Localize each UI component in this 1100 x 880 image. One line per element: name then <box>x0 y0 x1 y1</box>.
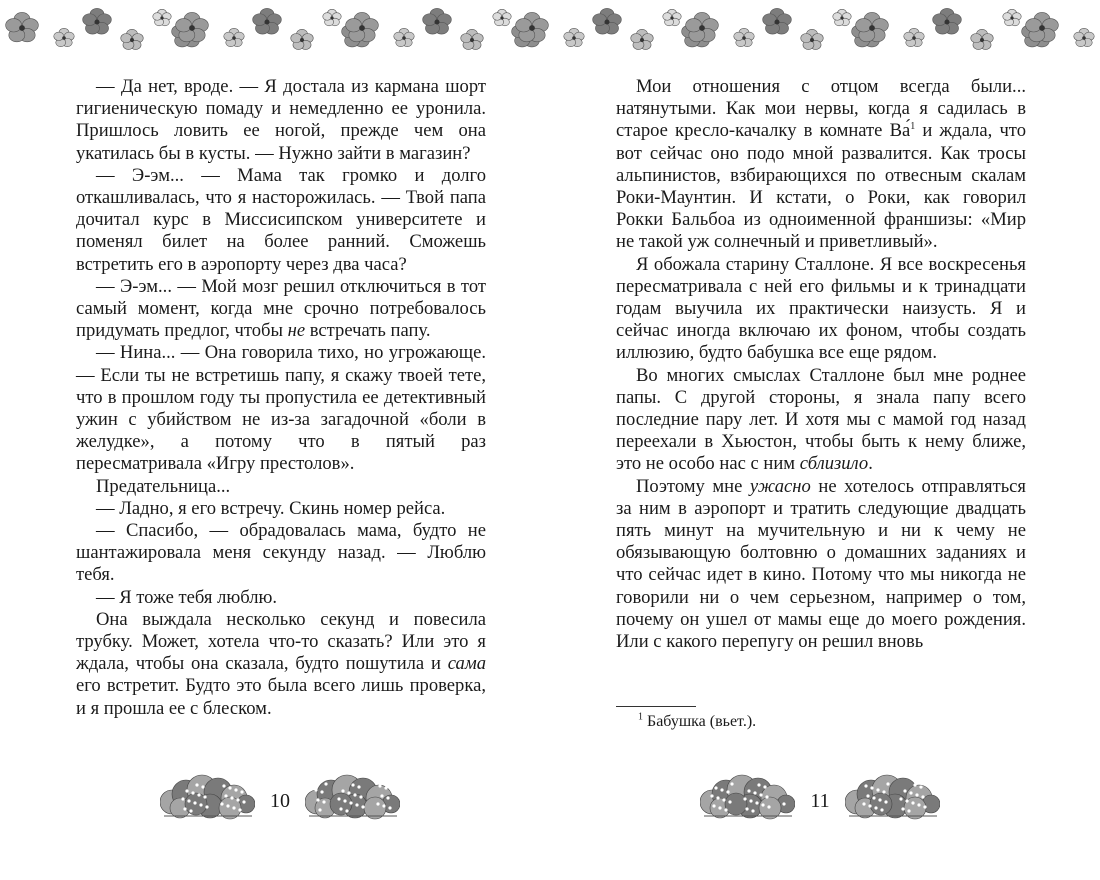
flower-icon <box>564 28 584 46</box>
shrub-ornament-icon <box>845 770 940 820</box>
flower-icon <box>1074 28 1094 46</box>
flower-icon <box>291 29 314 49</box>
flower-icon <box>83 8 112 34</box>
flower-icon <box>253 8 282 34</box>
flower-icon <box>224 28 244 46</box>
shrub-ornament-icon <box>160 770 255 820</box>
flower-icon <box>461 29 484 49</box>
flower-icon <box>323 9 341 26</box>
emphasis: сблизило <box>799 453 869 475</box>
flower-icon <box>734 28 754 46</box>
flower-icon <box>631 29 654 49</box>
footnote <box>638 712 756 732</box>
footnote-marker: 1 <box>638 711 643 723</box>
left-paragraph-7: — Спасибо, — обрадовалась мама, будто не шантажировала меня секунду назад. — Люблю тебя. <box>76 520 486 586</box>
flower-icon <box>493 9 511 26</box>
left-paragraph-9: Она выждала несколько секунд и повесила трубку. Может, хотела что-то сказать? Или это я ждала, чтобы она сказала, будто пошутила и сама его встретит. Будто это была всего лишь проверка, и я прошла ее с блеском. <box>76 608 486 719</box>
flower-icon <box>394 28 414 46</box>
flower-icon <box>346 12 379 41</box>
right-paragraph-3: Во многих смыслах Сталлоне был мне роднее папы. С другой стороны, я знала папу всего последние пару лет. И хотя мы с мамой год назад переехали в Хьюстон, чтобы быть к нему ближе, это не особо нас с ним сблизило. <box>616 364 1026 475</box>
flower-icon <box>1003 9 1021 26</box>
flower-icon <box>153 9 171 26</box>
left-paragraph-1: — Да нет, вроде. — Я достала из кармана шорт гигиеническую помаду и немедленно ее уронила. Пришлось ловить ее ногой, прежде чем она укатилась бы в кусты. — Нужно зайти в магазин? <box>76 76 486 164</box>
flower-icon <box>801 29 824 49</box>
emphasis: сама <box>447 653 486 675</box>
flower-icon <box>6 12 39 41</box>
footnote-divider <box>616 706 696 707</box>
left-paragraph-2: — Э-эм... — Мама так громко и долго откашливалась, что я насторожилась. — Твой папа дочитал курс в Миссисипском университете и поменял билет на более ранний. Сможешь встретить его в аэропорту через два часа? <box>76 164 486 275</box>
right-paragraph-1: Мои отношения с отцом всегда были... натянутыми. Как мои нервы, когда я садилась в старое кресло-качалку в комнате Ва́$^1$ и ждала, что вот сейчас оно подо мной развалится. Как тросы альпинистов, взбирающихся по отвесным скалам Роки-Маунтин. И кстати, о Роки, как говорил Рокки Бальбоа из одноименной франшизы: «Мир не такой уж солнечный и приветливый». <box>616 76 1026 253</box>
left-page-footer <box>160 770 400 830</box>
flower-icon <box>763 8 792 34</box>
page-number-right: 11 <box>810 790 830 812</box>
flower-icon <box>1026 12 1059 41</box>
flower-icon <box>904 28 924 46</box>
flower-icon <box>933 8 962 34</box>
right-page <box>616 76 1026 653</box>
page-number-left: 10 <box>270 790 290 812</box>
flower-icon <box>593 8 622 34</box>
flower-icon <box>686 12 719 41</box>
flower-icon <box>856 12 889 41</box>
flower-icon <box>516 12 549 41</box>
emphasis: ужасно <box>749 475 811 497</box>
footnote-text: Бабушка (вьет.). <box>647 713 757 730</box>
flower-border-decoration <box>0 0 1100 60</box>
flower-icon <box>54 28 74 46</box>
left-page <box>76 76 486 720</box>
right-paragraph-2: Я обожала старину Сталлоне. Я все воскресенья пересматривала с ней его фильмы и к тринадцати годам выучила их практически наизусть. Я и сейчас иногда включаю их фоном, чтобы создать иллюзию, будто бабушка все еще рядом. <box>616 253 1026 364</box>
flower-icon <box>833 9 851 26</box>
left-paragraph-6: — Ладно, я его встречу. Скинь номер рейса. <box>96 497 446 519</box>
left-paragraph-8: — Я тоже тебя люблю. <box>96 586 278 608</box>
left-paragraph-3: — Э-эм... — Мой мозг решил отключиться в тот самый момент, когда мне срочно потребовалось придумать предлог, чтобы не встречать папу. <box>76 275 486 342</box>
left-paragraph-4: — Нина... — Она говорила тихо, но угрожающе. — Если ты не встретишь папу, я скажу твоей тете, что в прошлом году ты пропустила ее детективный ужин с убийством не из-за загадочной «боли в желудке», а потому что в пятый раз пересматривала «Игру престолов». <box>76 342 486 475</box>
flower-icon <box>971 29 994 49</box>
flower-icon <box>663 9 681 26</box>
flower-icon <box>121 29 144 49</box>
shrub-ornament-icon <box>700 770 795 820</box>
shrub-ornament-icon <box>305 770 400 820</box>
flower-icon <box>176 12 209 41</box>
flower-icon <box>423 8 452 34</box>
footnote-ref: 1 <box>910 121 916 133</box>
right-page-footer <box>700 770 940 830</box>
left-paragraph-5: Предательница... <box>96 475 231 497</box>
emphasis: не <box>287 320 306 342</box>
right-paragraph-4: Поэтому мне ужасно не хотелось отправляться за ним в аэропорт и тратить следующие двадцать пять минут на мучительную и ни к чему не обязывающую болтовню о домашних заданиях и что сейчас идет в кино. Потому что мы никогда не говорили ни о чем серьезном, например о том, почему он ушел от мамы еще до моего рождения. Или с какого перепугу он решил вновь <box>616 475 1026 653</box>
